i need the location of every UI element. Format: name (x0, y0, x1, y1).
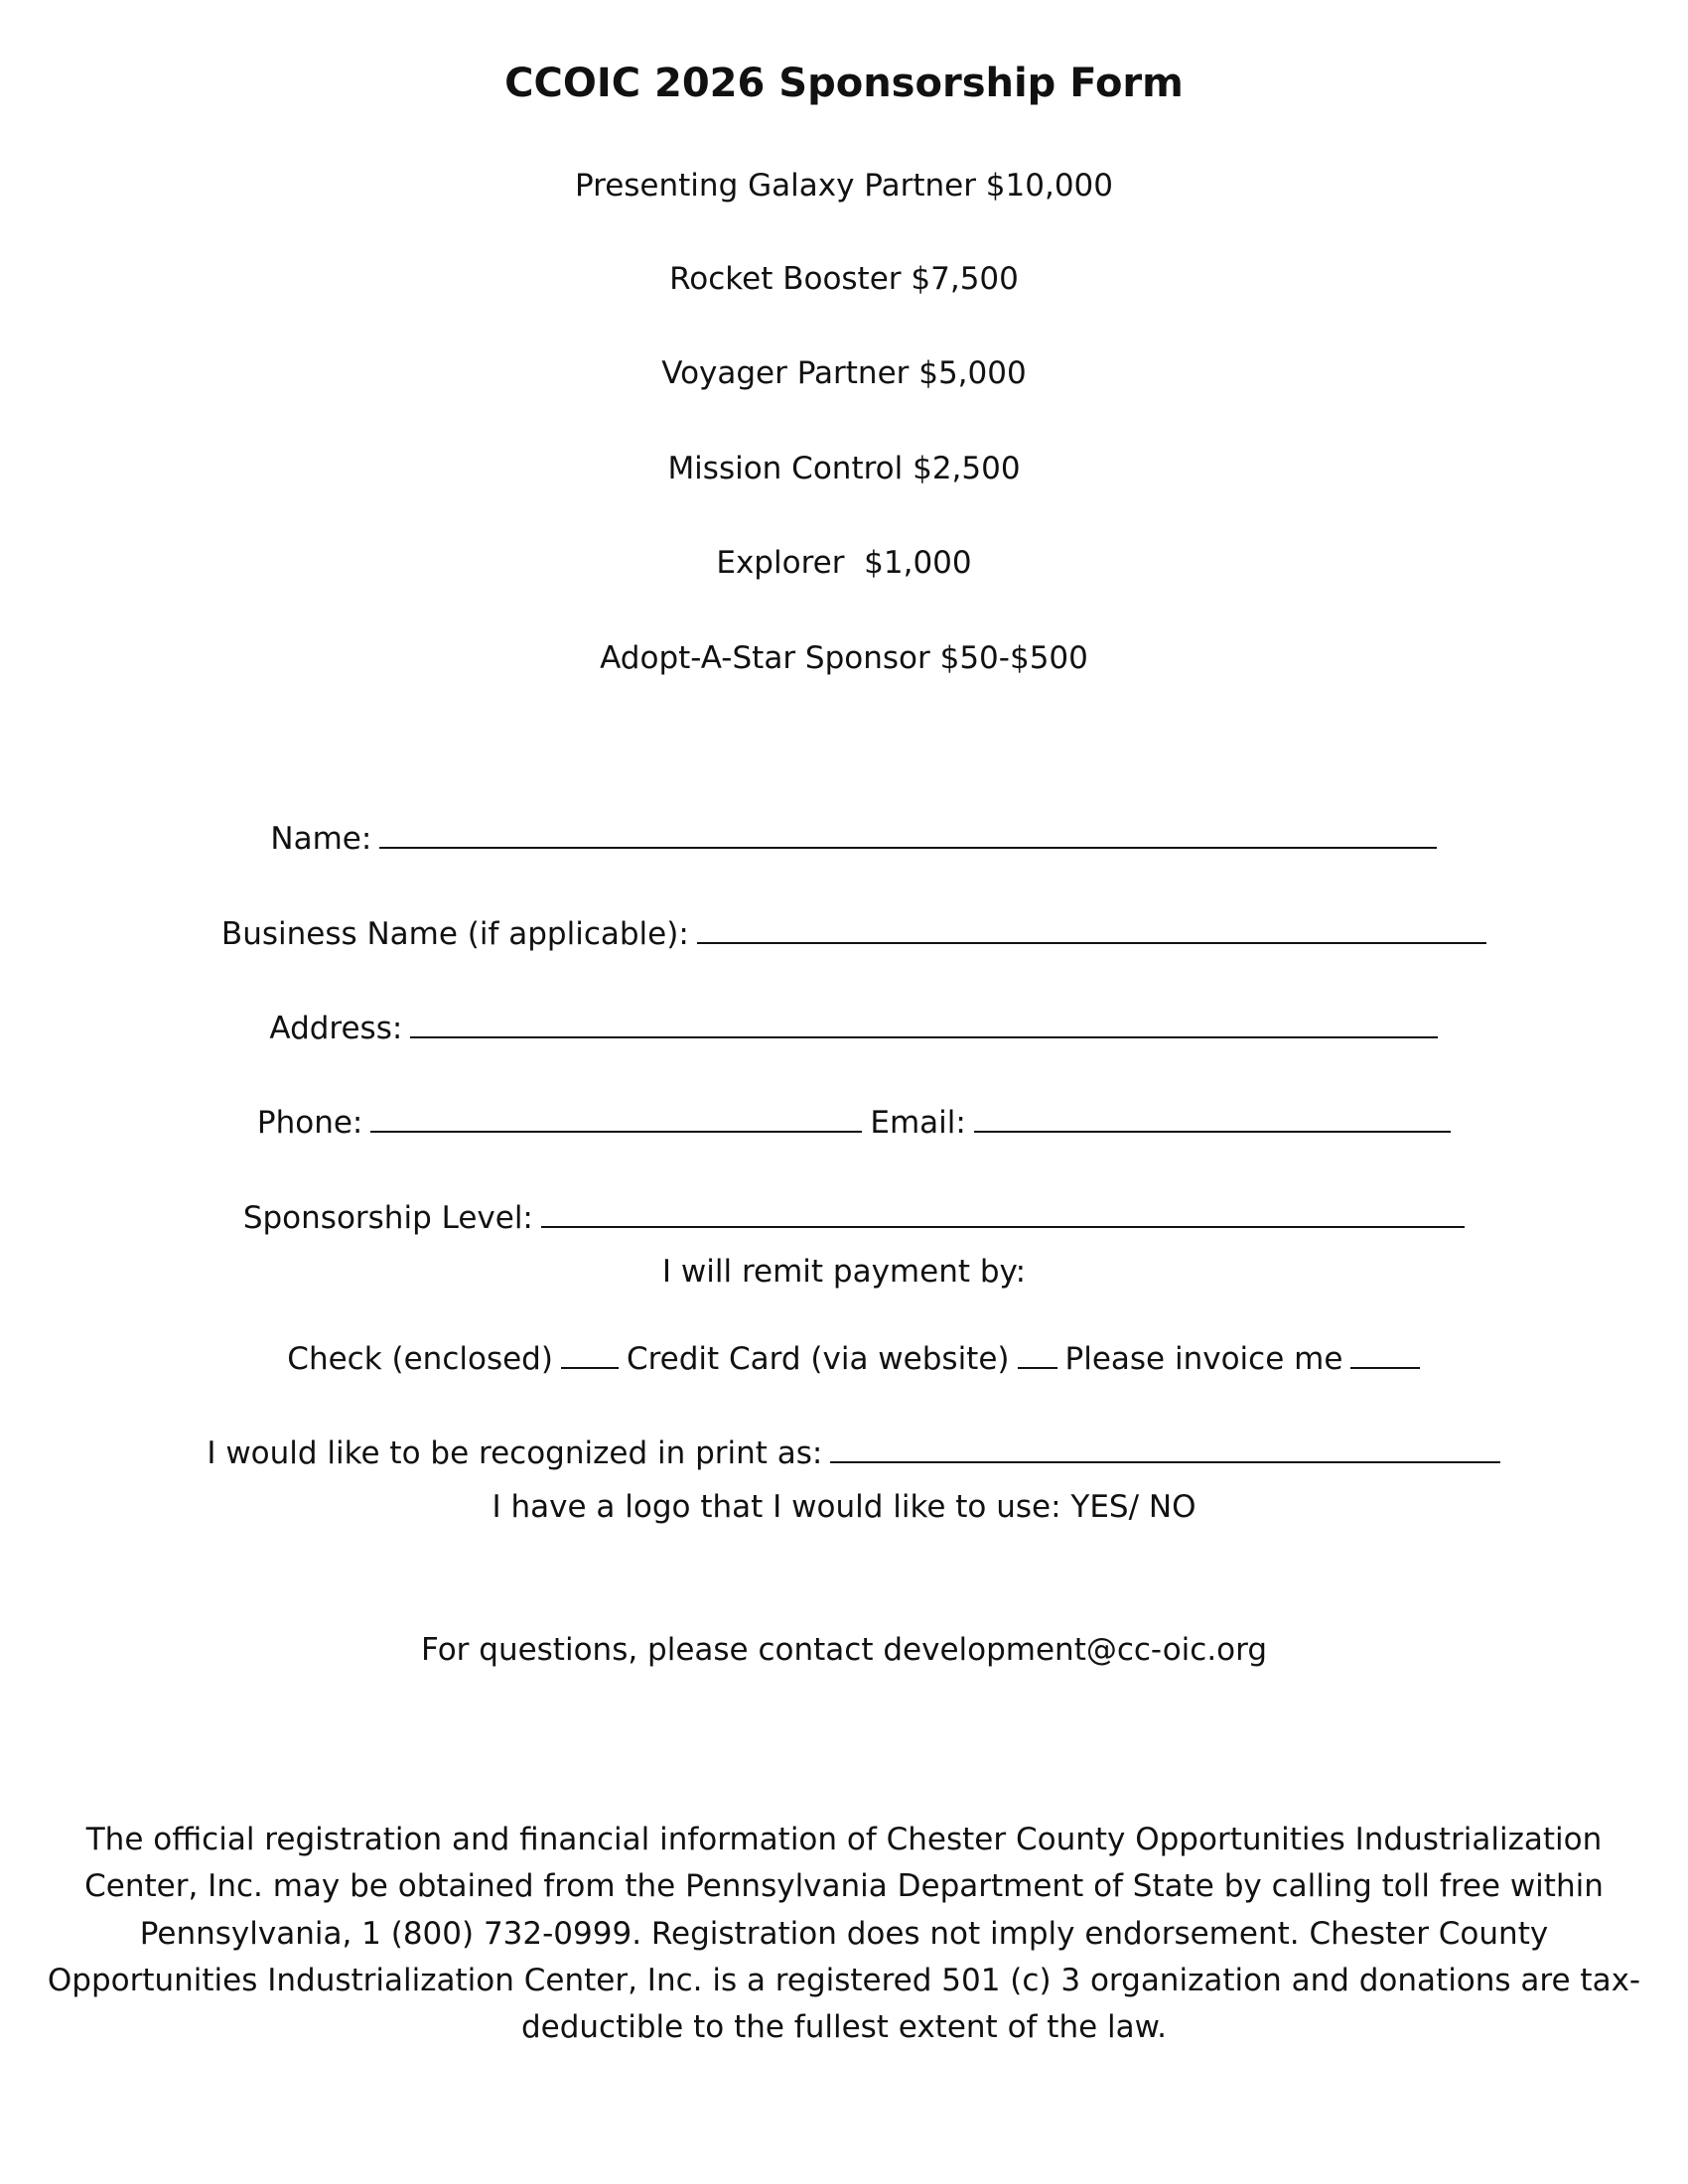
page-title: CCOIC 2026 Sponsorship Form (504, 61, 1184, 106)
legal-disclaimer: The official registration and financial information of Chester County Opportunities Industrialization Center, Inc. may be obtained from the Pennsylvania Department of State by calling toll free within Pennsylvania, 1 (800) 732-0999. Registration does not imply endorsement. Chester County Opportunities Industrialization Center, Inc. is a registered 501 (c) 3 organization and donations are tax-deductible to the fullest extent of the law. (47, 1822, 1641, 2046)
credit-card-field[interactable] (1018, 1341, 1057, 1369)
level-row (0, 1159, 1688, 1238)
address-label: Address: (269, 1011, 403, 1046)
email-label: Email: (870, 1105, 966, 1141)
name-field[interactable] (379, 821, 1437, 849)
phone-field[interactable] (370, 1105, 862, 1133)
business-name-field[interactable] (697, 916, 1486, 944)
tier-rocket-booster: Rocket Booster $7,500 (669, 261, 1019, 297)
contact-line: For questions, please contact development@cc-oic.org (420, 1632, 1268, 1668)
tier-adopt-a-star: Adopt-A-Star Sponsor $50-$500 (600, 640, 1088, 676)
name-label: Name: (270, 821, 372, 857)
address-field[interactable] (410, 1011, 1438, 1038)
invoice-label: Please invoice me (1064, 1341, 1343, 1377)
name-row (0, 779, 1688, 859)
print-recognition-field[interactable] (830, 1435, 1500, 1463)
level-label: Sponsorship Level: (242, 1200, 533, 1236)
print-row (0, 1394, 1688, 1473)
check-label: Check (enclosed) (287, 1341, 553, 1377)
email-field[interactable] (974, 1105, 1451, 1133)
remit-label: I will remit payment by: (661, 1254, 1027, 1290)
tier-mission-control: Mission Control $2,500 (667, 451, 1021, 486)
address-row (0, 969, 1688, 1048)
invoice-field[interactable] (1350, 1341, 1420, 1369)
logo-question: I have a logo that I would like to use: YES/ NO (492, 1489, 1196, 1525)
credit-card-label: Credit Card (via website) (626, 1341, 1010, 1377)
business-label: Business Name (if applicable): (220, 916, 689, 952)
check-field[interactable] (561, 1341, 619, 1369)
business-row (0, 875, 1688, 954)
phone-label: Phone: (256, 1105, 363, 1141)
sponsorship-level-field[interactable] (541, 1200, 1465, 1228)
tier-presenting-galaxy: Presenting Galaxy Partner $10,000 (575, 168, 1113, 204)
tier-explorer: Explorer $1,000 (716, 545, 972, 581)
print-label: I would like to be recognized in print as: (207, 1435, 823, 1471)
tier-voyager: Voyager Partner $5,000 (661, 355, 1027, 391)
phone-email-row (0, 1063, 1688, 1143)
payment-options-row (0, 1299, 1688, 1379)
